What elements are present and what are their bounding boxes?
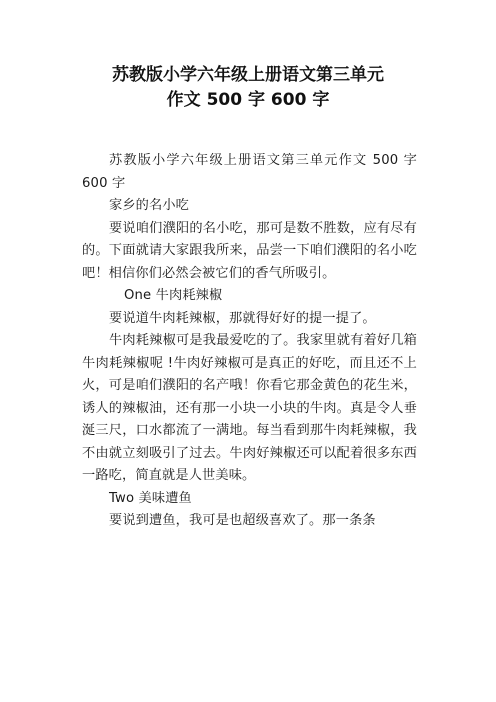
paragraph-one-lead: 要说道牛肉耗辣椒，那就得好好的提一提了。 — [109, 310, 376, 326]
document-title-line-1: 苏教版小学六年级上册语文第三单元 — [112, 65, 384, 85]
section-heading-one: One 牛肉耗辣椒 — [124, 288, 223, 303]
paragraph-one-body: 牛肉耗辣椒可是我最爱吃的了。我家里就有着好几箱牛肉耗辣椒呢 !牛肉好辣椒可是真正的好吃，而且还不上火，可是咱们濮阳的名产哦！你看它那金黄色的花生米，诱人的辣椒油，还有那一小块一小块的牛肉。真是令人垂涎三尺，口水都流了一满地。每当看到那牛肉耗辣椒，我不由就立刻吸引了过去。牛肉好辣椒还可以配着很多东西一路吃，简直就是人世美味。 — [82, 333, 417, 483]
document-title-line-2: 作文 500 字 600 字 — [166, 90, 330, 110]
paragraph-two-lead: 要说到遭鱼，我可是也超级喜欢了。那一条条 — [109, 513, 376, 528]
paragraph-subtitle: 家乡的名小吃 — [109, 198, 190, 213]
section-heading-two: Two 美味遭鱼 — [109, 490, 192, 506]
document-body — [82, 150, 417, 533]
paragraph-intro: 要说咱们濮阳的名小吃，那可是数不胜数，应有尽有的。下面就请大家跟我所来，品尝一下咱们濮阳的名小吃吧！相信你们必然会被它们的香气所吸引。 — [82, 220, 417, 281]
paragraph-heading: 苏教版小学六年级上册语文第三单元作文 500 字 600 字 — [82, 153, 417, 191]
